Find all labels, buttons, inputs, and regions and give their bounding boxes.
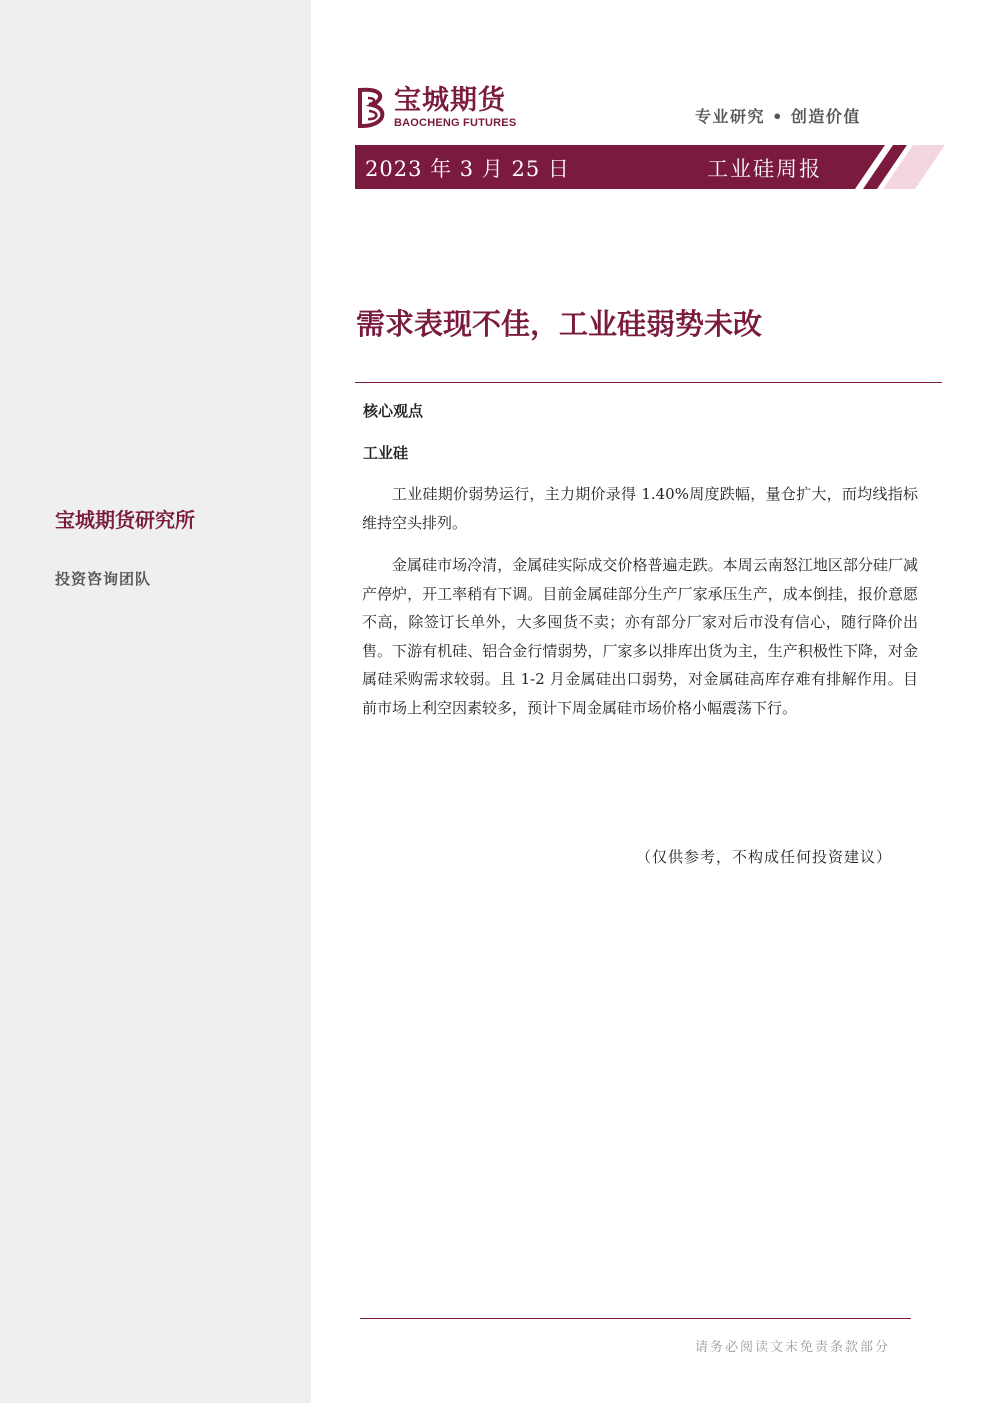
company-logo <box>356 86 526 132</box>
disclaimer: （仅供参考，不构成任何投资建议） <box>636 848 893 866</box>
sidebar-org-name: 宝城期货研究所 <box>55 508 195 532</box>
logo-chinese-name: 宝城期货 <box>394 85 506 116</box>
logo-emblem-icon <box>356 86 390 130</box>
paragraph-futures: 工业硅期价弱势运行，主力期价录得 1.40%周度跌幅，量仓扩大，而均线指标维持空头排列。 <box>362 485 918 532</box>
report-banner <box>355 145 945 189</box>
title-divider <box>355 382 942 383</box>
core-view-heading: 核心观点 <box>363 402 424 420</box>
section-heading: 工业硅 <box>363 444 409 462</box>
paragraph-spot-market: 金属硅市场冷清，金属硅实际成交价格普遍走跌。本周云南怒江地区部分硅厂减产停炉，开工率稍有下调。目前金属硅部分生产厂家承压生产，成本倒挂，报价意愿不高，除签订长单外，大多囤货不卖；亦有部分厂家对后市没有信心，随行降价出售。下游有机硅、铝合金行情弱势，厂家多以排库出货为主，生产积极性下降，对金属硅采购需求较弱。且 1-2 月金属硅出口弱势，对金属硅高库存难有排解作用。目前市场上利空因素较多，预计下周金属硅市场价格小幅震荡下行。 <box>362 556 918 717</box>
report-date: 2023 年 3 月 25 日 <box>365 157 570 181</box>
slogan: 专业研究 • 创造价值 <box>695 107 861 126</box>
logo-english-name: BAOCHENG FUTURES <box>394 117 517 129</box>
footer-note: 请务必阅读文末免责条款部分 <box>695 1340 891 1355</box>
sidebar-team-name: 投资咨询团队 <box>55 570 152 588</box>
sidebar <box>0 0 311 1403</box>
footer-divider <box>360 1318 911 1319</box>
page-title: 需求表现不佳，工业硅弱势未改 <box>356 307 763 341</box>
report-type: 工业硅周报 <box>707 157 822 181</box>
